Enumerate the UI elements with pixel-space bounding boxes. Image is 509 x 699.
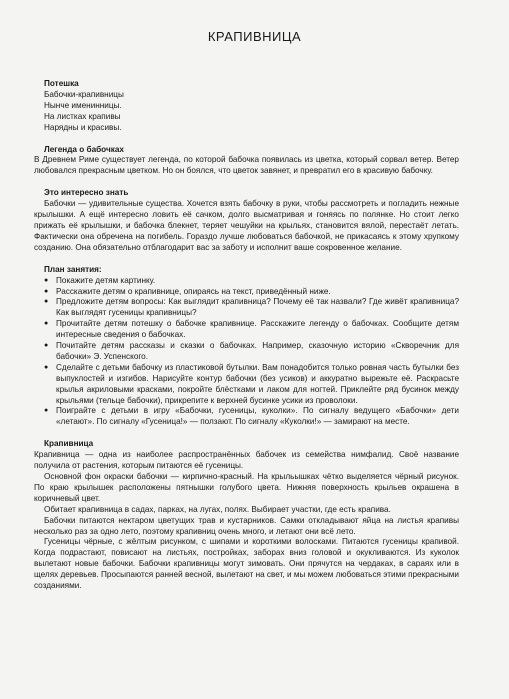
plan-item: ● Расскажите детям о крапивнице, опираясь на текст, приведённый ниже. xyxy=(44,286,331,296)
about-heading: Крапивница xyxy=(44,439,94,449)
legend-section xyxy=(34,145,459,178)
bullet-icon: ● xyxy=(44,298,49,306)
bullet-icon: ● xyxy=(44,342,49,350)
legend-text: В Древнем Риме существует легенда, по которой бабочка появилась из цветка, который сорвал ветер. Ветер любовался прекрасным цветком. Но он боялся, что цветок завянет, и превратил его в красивую бабочку. xyxy=(34,155,459,176)
plan-section xyxy=(44,265,459,429)
plan-item: ● Прочитайте детям потешку о бабочке крапивнице. Расскажите легенду о бабочках. Сообщите детям интересные сведения о бабочках. xyxy=(44,319,459,340)
bullet-icon: ● xyxy=(44,320,49,328)
about-paragraph: Бабочки питаются нектаром цветущих трав и кустарников. Самки откладывают яйца на листья крапивы несколько раз за одно лето, поэтому крапивниц очень много, и летают они всё лето. xyxy=(34,515,459,536)
about-paragraph: Основной фон окраски бабочки — кирпично-красный. На крыльышках чётко выделяется чёрный рисунок. По краю крылышек расположены пятнышки голубого цвета. Нижняя поверхность крыльев окрашена в коричневый цвет. xyxy=(34,472,459,503)
interesting-heading: Это интересно знать xyxy=(44,188,129,198)
bullet-icon: ● xyxy=(44,363,49,371)
poem-line: Нарядны и красивы. xyxy=(44,122,122,132)
about-section xyxy=(34,439,459,592)
plan-heading: План занятия: xyxy=(44,264,102,274)
plan-list xyxy=(44,276,459,429)
bullet-icon: ● xyxy=(44,407,49,415)
poem-line: На листках крапивы xyxy=(44,111,121,121)
poem-section xyxy=(44,79,459,134)
plan-item: ● Предложите детям вопросы: Как выглядит крапивница? Почему её так назвали? Где живёт крапивница? Как выглядят гусеницы крапивницы? xyxy=(44,297,459,318)
interesting-text: Бабочки — удивительные существа. Хочется взять бабочку в руки, чтобы рассмотреть и погладить нежные крылышки. А ещё интересно ловить её сачком, долго высматривая и гоняясь по полянке. Но стоит легко прижать её крылышки, и бабочка блекнет, теряет чешуйки на крыльях, становится вялой, перестаёт летать. Фактически она обречена на погибель. Гораздо лучше любоваться бабочкой, не прикасаясь к этому хрупкому созданию. Она обязательно отблагодарит вас за заботу и исполнит ваше сокровенное желание. xyxy=(34,199,459,252)
interesting-section xyxy=(34,188,459,253)
bullet-icon: ● xyxy=(44,287,49,295)
about-paragraph: Крапивница — одна из наиболее распространённых бабочек из семейства нимфалид. Своё название получила от растения, которым питаются её гусеницы. xyxy=(34,450,459,471)
poem-line: Нынче именинницы. xyxy=(44,100,122,110)
poem-line: Бабочки-крапивницы xyxy=(44,89,124,99)
plan-item: ● Почитайте детям рассказы и сказки о бабочках. Например, сказочную историю «Скворечник для бабочки» Э. Успенского. xyxy=(44,341,459,361)
poem-heading: Потешка xyxy=(44,79,79,88)
bullet-icon: ● xyxy=(44,276,49,284)
plan-item: ● Покажите детям картинку. xyxy=(44,275,156,285)
about-paragraph: Обитает крапивница в садах, парках, на лугах, полях. Выбирает участки, где есть крапива. xyxy=(44,504,391,514)
document-body xyxy=(34,79,459,603)
plan-item: ● Сделайте с детьми бабочку из пластиковой бутылки. Вам понадобится только ровная часть бутылки без выпуклостей и изгибов. Нарисуйте контур бабочки (без усиков) и аккуратно вырежьте её. Раскрасьте крылья акриловыми красками, покройте блёстками и лаком для ногтей. Приклейте ряд бусинок между крыльями (тельце бабочки), прикрепите к верхней бусинке усики из проволоки. xyxy=(44,362,459,405)
page-title: КРАПИВНИЦА xyxy=(207,29,302,44)
legend-heading: Легенда о бабочках xyxy=(44,144,124,154)
about-paragraph: Гусеницы чёрные, с жёлтым рисунком, с шипами и короткими волосками. Питаются гусеницы крапивой. Когда подрастают, повисают на листьях, постройках, заборах вниз головой и окукливаются. Из куколок вылетают новые бабочки. Бабочки крапивницы могут зимовать. Они прячутся на чердаках, в сараях или в щелях деревьев. Просыпаются ранней весной, вылетают на свет, и мы можем любоваться этими прекрасными созданиями. xyxy=(34,537,459,591)
plan-item: ● Поиграйте с детьми в игру «Бабочки, гусеницы, куколки». По сигналу ведущего «Бабочки» дети «летают». По сигналу «Гусеница!» — ползают. По сигналу «Куколки!» — замирают на месте. xyxy=(44,406,459,427)
